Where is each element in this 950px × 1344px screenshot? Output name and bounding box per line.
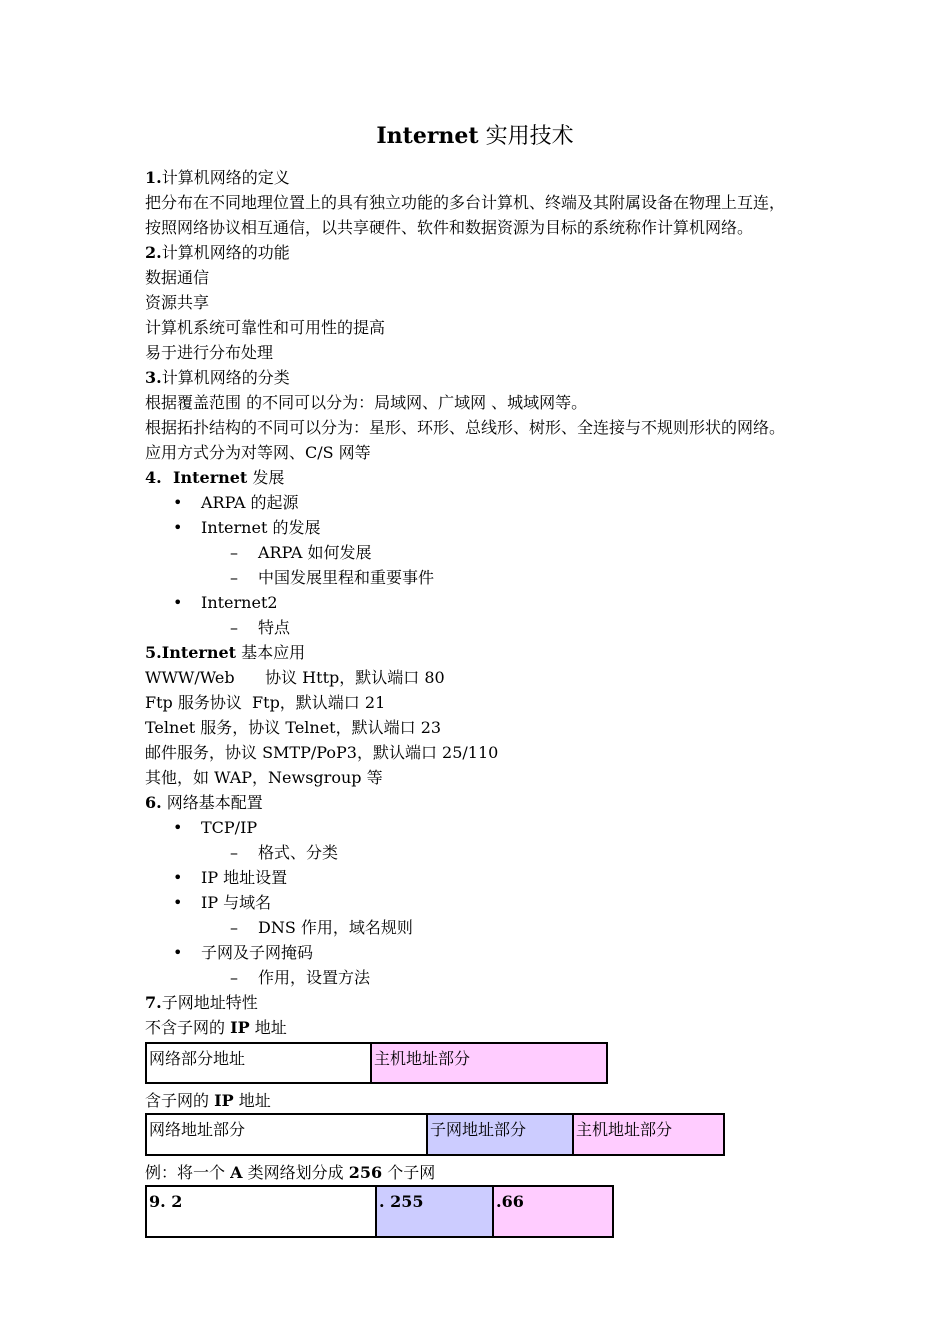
bullet-icon: • xyxy=(173,943,183,962)
table-cell: 网络地址部分 xyxy=(145,1113,428,1156)
section-3-heading: 3.计算机网络的分类 xyxy=(145,368,290,387)
address-table-with-subnet xyxy=(145,1113,825,1156)
list-item: 应用方式分为对等网、C/S 网等 xyxy=(145,443,371,462)
list-item: 资源共享 xyxy=(145,293,210,312)
bullet-item: • Internet 的发展 xyxy=(145,515,825,540)
list-item: 其他，如 WAP，Newsgroup 等 xyxy=(145,768,383,787)
table-cell: 主机地址部分 xyxy=(370,1042,608,1084)
table-caption: 不含子网的 IP 地址 xyxy=(145,1018,287,1037)
section-4-heading: 4. Internet 发展 xyxy=(145,468,285,487)
section-6-heading: 6. 网络基本配置 xyxy=(145,793,263,812)
sub-item: – 特点 xyxy=(145,615,825,640)
section-2-heading: 2.计算机网络的功能 xyxy=(145,243,290,262)
table-cell: . 255 xyxy=(375,1185,494,1238)
section-5-heading: 5.Internet 基本应用 xyxy=(145,643,306,662)
list-item: 易于进行分布处理 xyxy=(145,343,274,362)
address-example-table xyxy=(145,1185,825,1238)
bullet-icon: • xyxy=(173,518,183,537)
bullet-item: • IP 地址设置 xyxy=(145,865,825,890)
list-item: Telnet 服务，协议 Telnet，默认端口 23 xyxy=(145,718,442,737)
table-caption: 例：将一个 A 类网络划分成 256 个子网 xyxy=(145,1163,436,1182)
bullet-item: • Internet2 xyxy=(145,590,825,615)
sub-item: – 格式、分类 xyxy=(145,840,825,865)
page-title: Internet 实用技术 xyxy=(376,123,574,149)
bullet-icon: • xyxy=(173,868,183,887)
bullet-icon: • xyxy=(173,893,183,912)
table-cell: 主机地址部分 xyxy=(572,1113,725,1156)
dash-icon: – xyxy=(230,568,238,587)
dash-icon: – xyxy=(230,968,238,987)
bullet-item: • IP 与域名 xyxy=(145,890,825,915)
bullet-icon: • xyxy=(173,493,183,512)
list-item: 数据通信 xyxy=(145,268,210,287)
list-item: WWW/Web 协议 Http，默认端口 80 xyxy=(145,668,445,687)
bullet-icon: • xyxy=(173,593,183,612)
bullet-item: • TCP/IP xyxy=(145,815,825,840)
paragraph: 把分布在不同地理位置上的具有独立功能的多台计算机、终端及其附属设备在物理上互连， xyxy=(145,193,786,212)
document-body xyxy=(145,165,825,1238)
list-item: 根据覆盖范围 的不同可以分为：局域网、广域网 、城域网等。 xyxy=(145,393,588,412)
sub-item: – ARPA 如何发展 xyxy=(145,540,825,565)
table-cell: 子网地址部分 xyxy=(426,1113,574,1156)
dash-icon: – xyxy=(230,543,238,562)
list-item: Ftp 服务协议 Ftp，默认端口 21 xyxy=(145,693,386,712)
paragraph: 按照网络协议相互通信，以共享硬件、软件和数据资源为目标的系统称作计算机网络。 xyxy=(145,218,754,237)
address-table-no-subnet xyxy=(145,1042,825,1084)
list-item: 邮件服务，协议 SMTP/PoP3，默认端口 25/110 xyxy=(145,743,499,762)
table-cell: .66 xyxy=(492,1185,614,1238)
table-cell: 网络部分地址 xyxy=(145,1042,372,1084)
bullet-item: • ARPA 的起源 xyxy=(145,490,825,515)
bullet-icon: • xyxy=(173,818,183,837)
dash-icon: – xyxy=(230,618,238,637)
bullet-item: • 子网及子网掩码 xyxy=(145,940,825,965)
sub-item: – 作用，设置方法 xyxy=(145,965,825,990)
section-7-heading: 7.子网地址特性 xyxy=(145,993,258,1012)
dash-icon: – xyxy=(230,843,238,862)
dash-icon: – xyxy=(230,918,238,937)
list-item: 根据拓扑结构的不同可以分为：星形、环形、总线形、树形、全连接与不规则形状的网络。 xyxy=(145,418,786,437)
table-caption: 含子网的 IP 地址 xyxy=(145,1091,271,1110)
sub-item: – DNS 作用，域名规则 xyxy=(145,915,825,940)
sub-item: – 中国发展里程和重要事件 xyxy=(145,565,825,590)
table-cell: 9. 2 xyxy=(145,1185,377,1238)
section-1-heading: 1.计算机网络的定义 xyxy=(145,168,290,187)
list-item: 计算机系统可靠性和可用性的提高 xyxy=(145,318,386,337)
